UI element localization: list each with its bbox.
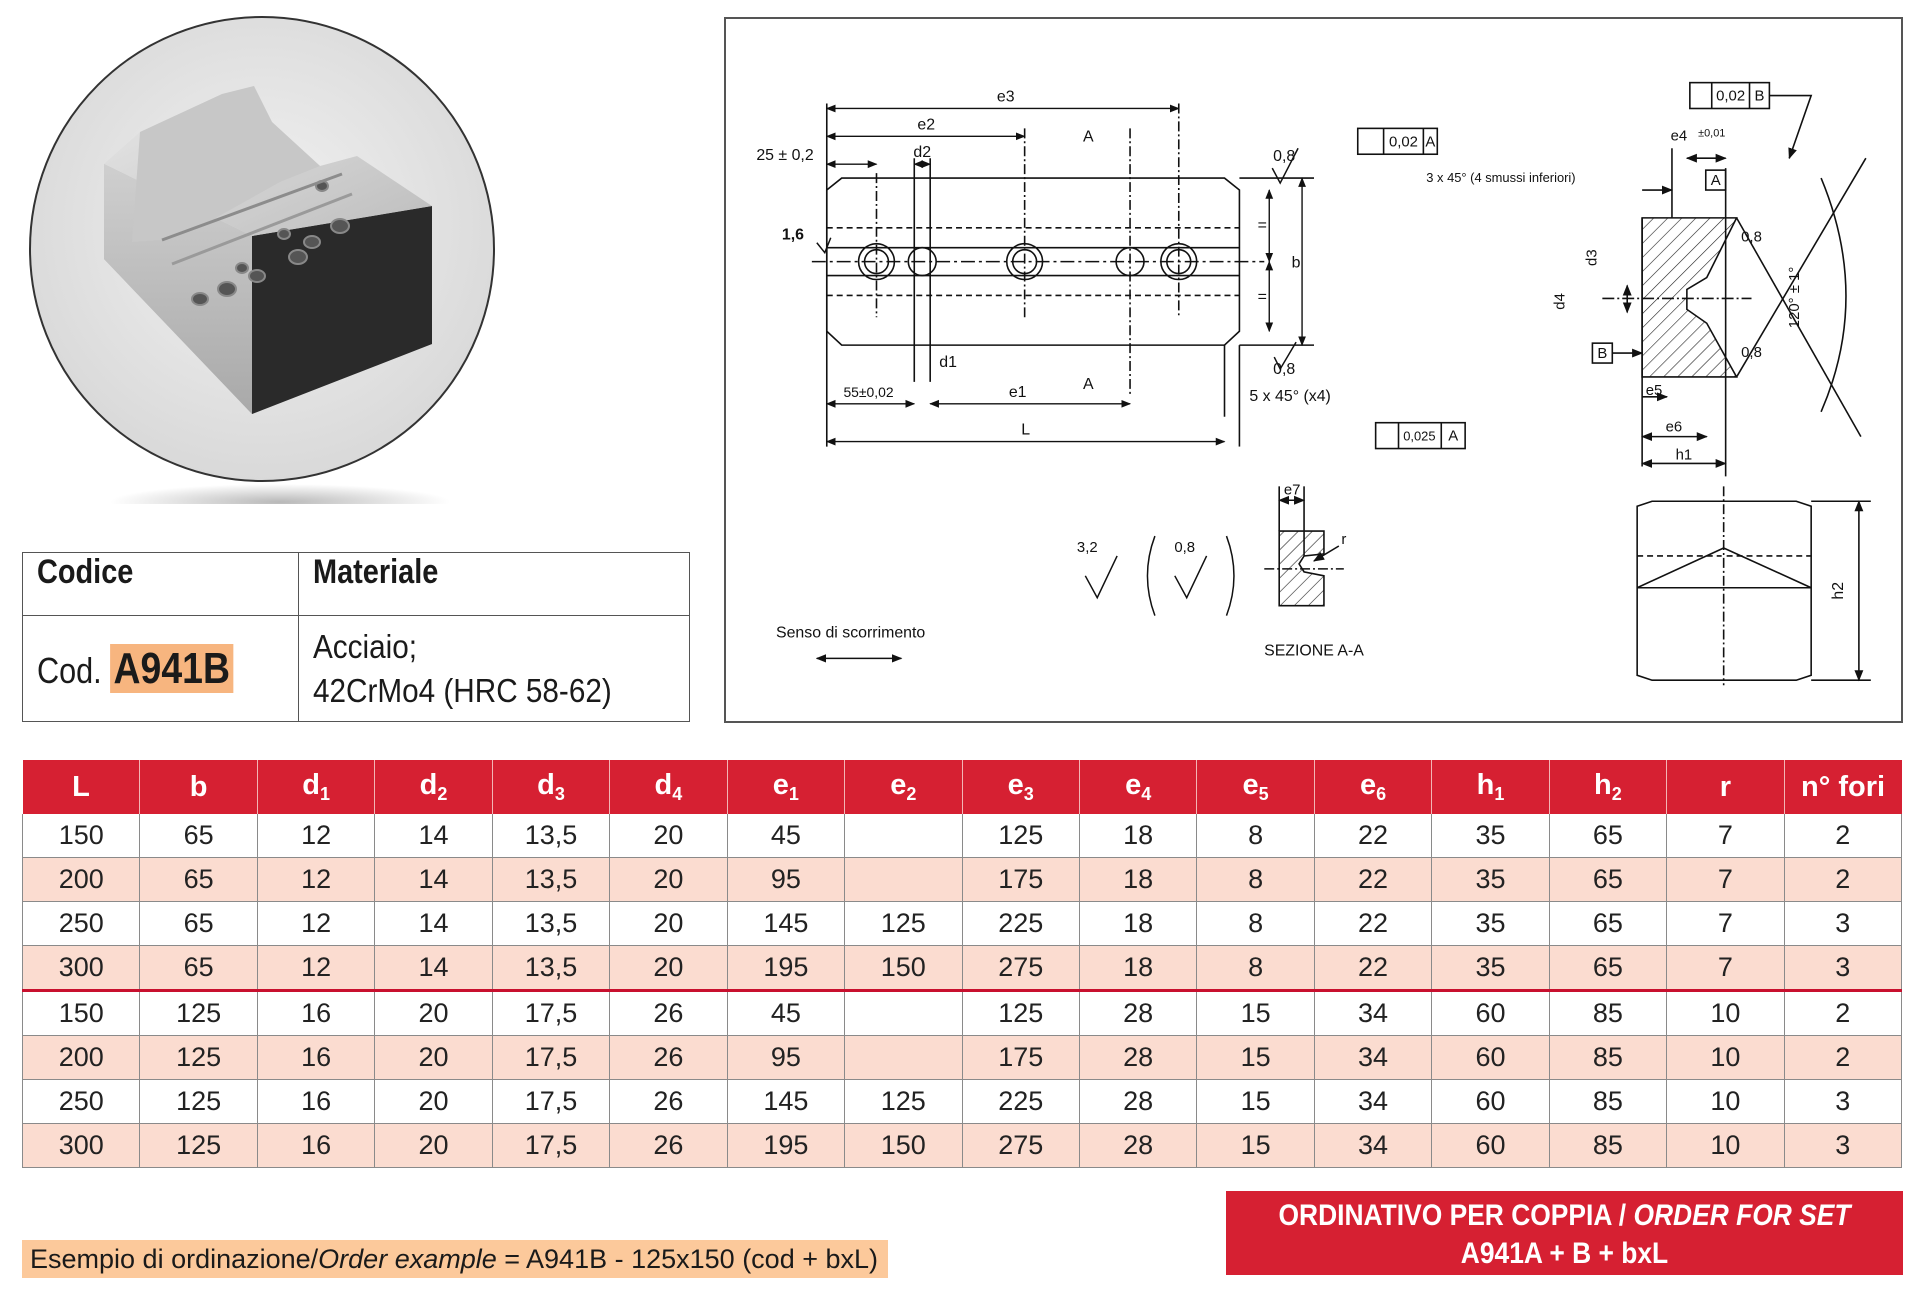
table-cell: 3 xyxy=(1784,1080,1901,1124)
table-cell: 60 xyxy=(1432,1036,1549,1080)
column-header-label: e xyxy=(1242,769,1259,801)
table-row xyxy=(23,902,1902,946)
table-cell: 8 xyxy=(1197,858,1314,902)
dim-e4-tol: ±0,01 xyxy=(1698,127,1726,140)
table-cell: 10 xyxy=(1667,1036,1784,1080)
order-line-1 xyxy=(1267,1197,1863,1235)
table-cell: 45 xyxy=(727,991,844,1036)
table-cell: 26 xyxy=(610,1036,727,1080)
table-cell: 14 xyxy=(375,946,492,991)
dim-b: b xyxy=(1291,254,1301,272)
column-header-label: b xyxy=(189,770,208,803)
dim-d2: d2 xyxy=(913,144,932,162)
column-header xyxy=(1667,760,1784,814)
datum-a-1: A xyxy=(1425,134,1436,151)
column-header xyxy=(140,760,257,814)
table-cell: 22 xyxy=(1314,814,1431,858)
datum-b-1: B xyxy=(1754,88,1765,105)
section-a-bottom: A xyxy=(1082,375,1094,393)
table-cell: 85 xyxy=(1549,1036,1666,1080)
table-cell: 2 xyxy=(1784,1036,1901,1080)
column-header-label: e xyxy=(772,769,789,801)
column-header-subscript: 3 xyxy=(554,784,565,804)
dim-h2: h2 xyxy=(1829,581,1847,600)
table-cell: 125 xyxy=(140,991,257,1036)
table-cell: 65 xyxy=(1549,946,1666,991)
table-cell: 3 xyxy=(1784,1124,1901,1168)
rough-08-general: 0,8 xyxy=(1174,539,1196,556)
example-value: = A941B - 125x150 (cod + bxL) xyxy=(496,1244,879,1274)
table-cell: 275 xyxy=(962,1124,1079,1168)
table-cell: 20 xyxy=(610,946,727,991)
table-cell: 28 xyxy=(1079,991,1196,1036)
column-header-subscript: 3 xyxy=(1023,784,1034,804)
table-cell: 20 xyxy=(375,991,492,1036)
dim-e1: e1 xyxy=(1008,383,1027,401)
equal-top: = xyxy=(1257,216,1267,234)
column-header xyxy=(257,760,374,814)
table-cell: 28 xyxy=(1079,1036,1196,1080)
table-cell: 22 xyxy=(1314,946,1431,991)
column-header xyxy=(1079,760,1196,814)
info-table xyxy=(22,552,690,722)
table-cell: 22 xyxy=(1314,902,1431,946)
dim-r: r xyxy=(1341,532,1347,549)
rough-08-bottom: 0,8 xyxy=(1273,360,1296,378)
equal-bottom: = xyxy=(1257,288,1267,306)
column-header-label: e xyxy=(1125,769,1142,801)
column-header-subscript: 4 xyxy=(1141,784,1152,804)
table-cell: 15 xyxy=(1197,1036,1314,1080)
chamfer-3: 3 x 45° (4 smussi inferiori) xyxy=(1426,170,1576,186)
table-cell: 8 xyxy=(1197,814,1314,858)
table-cell: 60 xyxy=(1432,991,1549,1036)
dim-d4: d4 xyxy=(1552,293,1569,310)
dim-e7: e7 xyxy=(1283,482,1301,499)
example-label-en: Order example xyxy=(318,1244,497,1274)
dim-e6: e6 xyxy=(1665,419,1683,436)
table-row xyxy=(23,1124,1902,1168)
table-cell: 7 xyxy=(1667,902,1784,946)
table-cell: 7 xyxy=(1667,814,1784,858)
column-header-subscript: 1 xyxy=(1494,784,1505,804)
table-cell: 195 xyxy=(727,1124,844,1168)
table-cell: 145 xyxy=(727,1080,844,1124)
rough-08-right-bottom: 0,8 xyxy=(1741,345,1762,362)
table-cell: 10 xyxy=(1667,1080,1784,1124)
dim-e3: e3 xyxy=(996,88,1015,106)
column-header-subscript: 6 xyxy=(1376,784,1387,804)
table-cell: 20 xyxy=(375,1124,492,1168)
column-header-label: L xyxy=(72,770,90,803)
table-cell: 20 xyxy=(375,1036,492,1080)
column-header-subscript: 4 xyxy=(672,784,683,804)
table-cell: 145 xyxy=(727,902,844,946)
table-cell: 2 xyxy=(1784,991,1901,1036)
table-cell: 26 xyxy=(610,1124,727,1168)
table-row xyxy=(23,946,1902,991)
table-cell: 3 xyxy=(1784,902,1901,946)
table-cell: 200 xyxy=(23,1036,140,1080)
table-cell: 250 xyxy=(23,1080,140,1124)
angle-tol: 120° ± 1° xyxy=(1787,266,1804,329)
table-cell: 34 xyxy=(1314,1036,1431,1080)
codice-header-cell xyxy=(23,553,299,616)
code-cell xyxy=(23,616,299,722)
table-row xyxy=(23,858,1902,902)
column-header-label: d xyxy=(419,769,438,801)
table-row xyxy=(23,1036,1902,1080)
product-code: A941B xyxy=(110,644,233,693)
table-cell: 16 xyxy=(257,991,374,1036)
table-cell: 45 xyxy=(727,814,844,858)
dim-L: L xyxy=(1021,421,1031,439)
dimensions-table xyxy=(22,760,1902,1168)
table-cell: 20 xyxy=(610,814,727,858)
flow-direction-label: Senso di scorrimento xyxy=(776,624,926,642)
rough-08-right-top: 0,8 xyxy=(1741,229,1762,246)
table-cell: 150 xyxy=(845,1124,962,1168)
section-title: SEZIONE A-A xyxy=(1264,642,1364,660)
dim-d3: d3 xyxy=(1584,249,1601,266)
table-cell: 2 xyxy=(1784,858,1901,902)
perp-tol-1: 0,02 xyxy=(1388,134,1418,151)
table-cell: 34 xyxy=(1314,1080,1431,1124)
order-label-it: ORDINATIVO PER COPPIA / xyxy=(1278,1199,1634,1232)
table-cell: 20 xyxy=(610,902,727,946)
column-header-subscript: 1 xyxy=(319,784,330,804)
table-cell: 3 xyxy=(1784,946,1901,991)
table-cell: 34 xyxy=(1314,1124,1431,1168)
table-cell: 60 xyxy=(1432,1124,1549,1168)
column-header-label: e xyxy=(1007,769,1024,801)
table-cell: 85 xyxy=(1549,991,1666,1036)
table-cell: 28 xyxy=(1079,1080,1196,1124)
table-cell: 35 xyxy=(1432,946,1549,991)
table-cell: 12 xyxy=(257,858,374,902)
table-cell: 13,5 xyxy=(492,814,609,858)
table-cell: 150 xyxy=(23,814,140,858)
order-example-note xyxy=(22,1240,888,1278)
table-cell: 300 xyxy=(23,946,140,991)
table-cell: 150 xyxy=(23,991,140,1036)
table-cell: 20 xyxy=(610,858,727,902)
column-header xyxy=(845,760,962,814)
table-row xyxy=(23,1080,1902,1124)
table-cell: 35 xyxy=(1432,814,1549,858)
table-cell: 65 xyxy=(140,902,257,946)
column-header xyxy=(1314,760,1431,814)
product-photo xyxy=(22,14,512,504)
column-header xyxy=(610,760,727,814)
table-cell: 125 xyxy=(140,1124,257,1168)
parallel-tol: 0,025 xyxy=(1403,428,1436,444)
table-cell: 225 xyxy=(962,1080,1079,1124)
column-header xyxy=(1432,760,1549,814)
datum-a-3: A xyxy=(1710,173,1721,190)
table-cell: 15 xyxy=(1197,991,1314,1036)
column-header xyxy=(23,760,140,814)
table-cell: 125 xyxy=(962,814,1079,858)
perp-tol-2: 0,02 xyxy=(1716,88,1746,105)
table-cell: 17,5 xyxy=(492,1036,609,1080)
chamfer-5: 5 x 45° (x4) xyxy=(1249,387,1331,405)
section-a-top: A xyxy=(1082,128,1094,146)
technical-drawing xyxy=(724,17,1903,723)
material-line-2: 42CrMo4 (HRC 58-62) xyxy=(313,671,612,709)
rough-16: 1,6 xyxy=(781,226,805,244)
order-formula: A941A + B + bxL xyxy=(1460,1237,1669,1270)
column-header-label: d xyxy=(302,769,320,801)
table-body xyxy=(23,814,1902,1168)
column-header-subscript: 2 xyxy=(906,784,917,804)
order-label-en: ORDER FOR SET xyxy=(1633,1199,1851,1232)
table-cell: 2 xyxy=(1784,814,1901,858)
table-cell: 16 xyxy=(257,1124,374,1168)
code-prefix: Cod. xyxy=(37,649,102,691)
table-cell: 8 xyxy=(1197,946,1314,991)
table-cell: 16 xyxy=(257,1036,374,1080)
table-cell: 22 xyxy=(1314,858,1431,902)
column-header xyxy=(1197,760,1314,814)
rough-08-top: 0,8 xyxy=(1273,148,1296,166)
table-cell: 95 xyxy=(727,858,844,902)
table-cell: 17,5 xyxy=(492,1080,609,1124)
column-header xyxy=(727,760,844,814)
table-cell: 65 xyxy=(140,946,257,991)
material-line-1: Acciaio; xyxy=(313,627,418,665)
table-cell: 16 xyxy=(257,1080,374,1124)
table-cell: 200 xyxy=(23,858,140,902)
table-cell: 95 xyxy=(727,1036,844,1080)
table-cell: 60 xyxy=(1432,1080,1549,1124)
table-cell: 14 xyxy=(375,902,492,946)
column-header-label: e xyxy=(890,769,907,801)
table-row xyxy=(23,991,1902,1036)
column-header xyxy=(375,760,492,814)
table-cell: 10 xyxy=(1667,991,1784,1036)
column-header-label: r xyxy=(1719,770,1731,803)
table-cell xyxy=(845,991,962,1036)
dim-d1: d1 xyxy=(939,354,957,372)
table-cell: 18 xyxy=(1079,946,1196,991)
table-cell: 250 xyxy=(23,902,140,946)
table-cell: 13,5 xyxy=(492,902,609,946)
column-header-label: n° fori xyxy=(1800,770,1886,803)
rough-32: 3,2 xyxy=(1076,539,1098,556)
column-header-label: h xyxy=(1476,769,1495,801)
table-cell: 20 xyxy=(375,1080,492,1124)
table-cell: 14 xyxy=(375,814,492,858)
table-cell: 8 xyxy=(1197,902,1314,946)
table-cell: 35 xyxy=(1432,902,1549,946)
table-cell: 175 xyxy=(962,858,1079,902)
dim-tol-25: 25 ± 0,2 xyxy=(756,147,814,165)
column-header xyxy=(962,760,1079,814)
table-cell: 17,5 xyxy=(492,1124,609,1168)
table-cell xyxy=(845,858,962,902)
column-header-subscript: 2 xyxy=(437,784,448,804)
datum-b-2: B xyxy=(1597,346,1608,363)
table-cell: 13,5 xyxy=(492,858,609,902)
table-cell: 28 xyxy=(1079,1124,1196,1168)
table-cell: 125 xyxy=(140,1080,257,1124)
dim-h1: h1 xyxy=(1675,447,1693,464)
table-cell: 65 xyxy=(1549,858,1666,902)
table-cell: 7 xyxy=(1667,858,1784,902)
table-cell: 125 xyxy=(962,991,1079,1036)
dim-e5: e5 xyxy=(1645,382,1663,399)
codice-header: Codice xyxy=(37,553,134,591)
example-label-it: Esempio di ordinazione/ xyxy=(30,1244,319,1274)
table-cell: 85 xyxy=(1549,1124,1666,1168)
table-cell: 14 xyxy=(375,858,492,902)
column-header-label: d xyxy=(537,769,555,801)
table-cell xyxy=(845,814,962,858)
table-cell: 175 xyxy=(962,1036,1079,1080)
table-cell: 12 xyxy=(257,814,374,858)
column-header xyxy=(1784,760,1901,814)
table-cell: 125 xyxy=(140,1036,257,1080)
column-header xyxy=(1549,760,1666,814)
order-for-set-box xyxy=(1226,1191,1903,1275)
table-row xyxy=(23,814,1902,858)
column-header-label: d xyxy=(654,769,673,801)
table-cell: 18 xyxy=(1079,902,1196,946)
table-header-row xyxy=(23,760,1902,814)
column-header-subscript: 5 xyxy=(1258,784,1269,804)
table-cell: 275 xyxy=(962,946,1079,991)
table-cell: 225 xyxy=(962,902,1079,946)
table-cell: 65 xyxy=(140,858,257,902)
table-cell: 195 xyxy=(727,946,844,991)
table-cell: 15 xyxy=(1197,1124,1314,1168)
table-cell xyxy=(845,1036,962,1080)
materiale-header: Materiale xyxy=(313,553,439,591)
table-cell: 7 xyxy=(1667,946,1784,991)
table-cell: 65 xyxy=(1549,902,1666,946)
table-cell: 13,5 xyxy=(492,946,609,991)
table-cell: 150 xyxy=(845,946,962,991)
table-cell: 125 xyxy=(845,1080,962,1124)
table-cell: 18 xyxy=(1079,858,1196,902)
table-cell: 17,5 xyxy=(492,991,609,1036)
table-cell: 300 xyxy=(23,1124,140,1168)
dim-e2: e2 xyxy=(917,116,936,134)
table-cell: 85 xyxy=(1549,1080,1666,1124)
material-cell xyxy=(299,616,690,722)
column-header-subscript: 1 xyxy=(788,784,799,804)
table-cell: 35 xyxy=(1432,858,1549,902)
column-header-subscript: 2 xyxy=(1611,784,1622,804)
column-header-label: h xyxy=(1594,769,1612,801)
code-label xyxy=(37,644,233,694)
table-cell: 125 xyxy=(845,902,962,946)
datum-a-2: A xyxy=(1448,428,1459,445)
table-cell: 12 xyxy=(257,902,374,946)
column-header-label: e xyxy=(1359,769,1377,801)
column-header xyxy=(492,760,609,814)
table-cell: 34 xyxy=(1314,991,1431,1036)
table-cell: 10 xyxy=(1667,1124,1784,1168)
dim-e4: e4 xyxy=(1670,128,1688,145)
table-cell: 15 xyxy=(1197,1080,1314,1124)
table-cell: 18 xyxy=(1079,814,1196,858)
table-cell: 65 xyxy=(140,814,257,858)
materiale-header-cell xyxy=(299,553,690,616)
table-cell: 65 xyxy=(1549,814,1666,858)
table-cell: 12 xyxy=(257,946,374,991)
table-cell: 26 xyxy=(610,1080,727,1124)
dim-55: 55±0,02 xyxy=(843,383,894,400)
table-cell: 26 xyxy=(610,991,727,1036)
